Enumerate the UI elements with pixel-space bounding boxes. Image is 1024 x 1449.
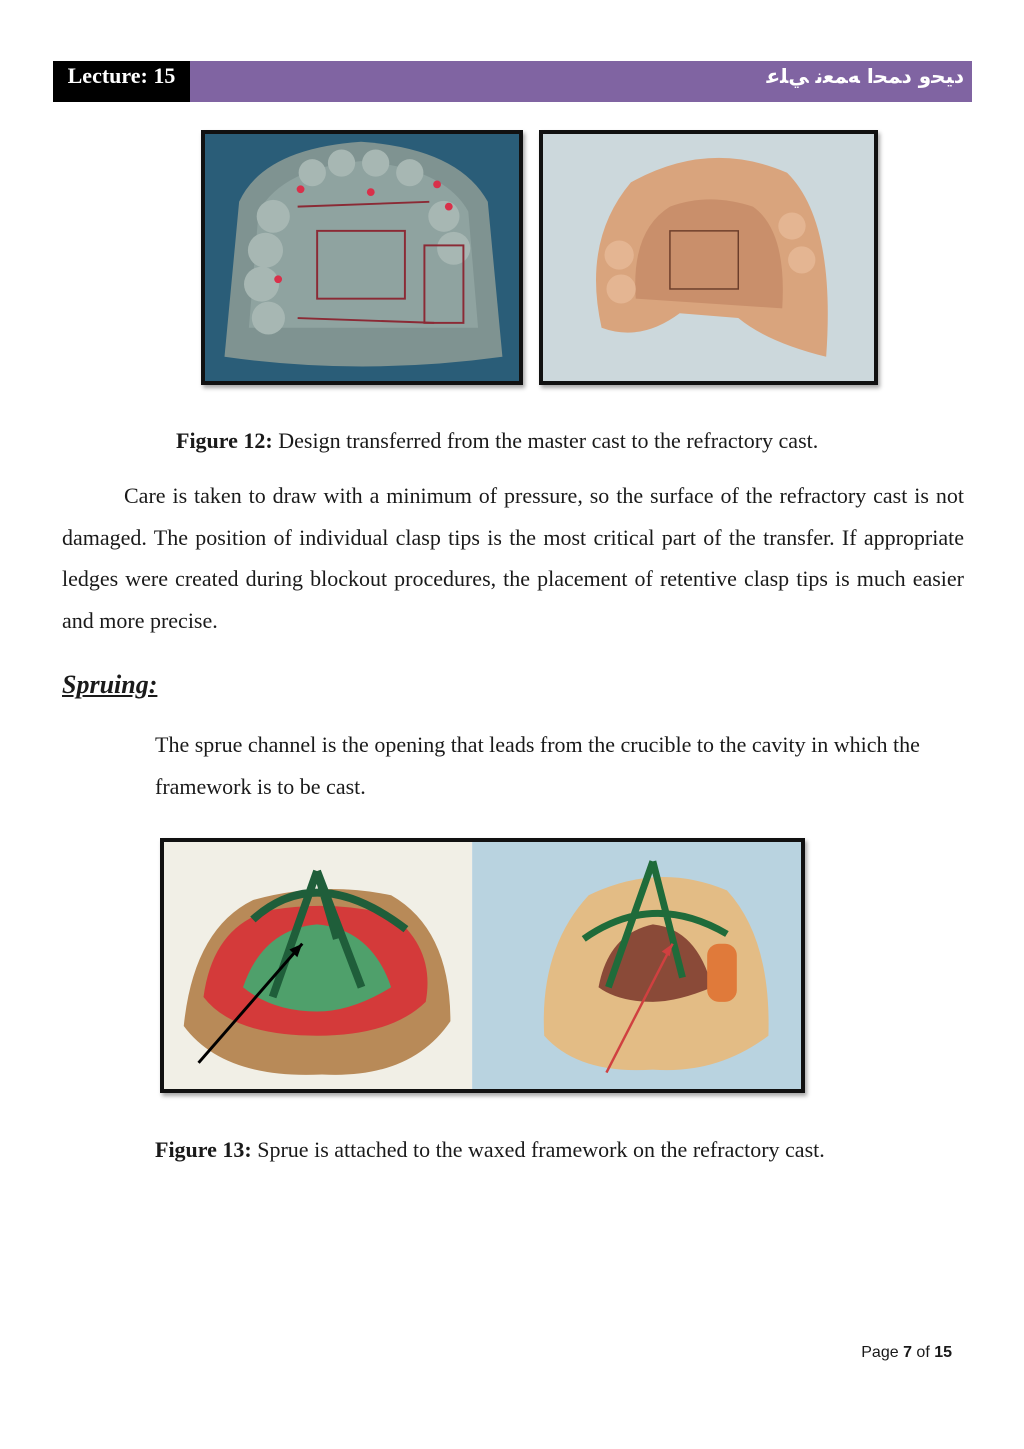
body-paragraph: Care is taken to draw with a minimum of pressure, so the surface of the refractory cast is not damaged. The position of individual clasp tips is the most critical part of the transfer. If appropriate ledges were created during blockout procedures, the placement of retentive clasp tips is much easier and more precise.	[62, 483, 964, 633]
author-name: دﻴﺤﻭ دﻤﺤﺍ ﻪﻤﻌﻧ ﻲﻠﻋ	[766, 64, 964, 88]
figure-13-caption	[155, 1137, 825, 1163]
figure-12-label: Figure 12:	[176, 428, 273, 453]
body-paragraph-sprue: The sprue channel is the opening that leads from the crucible to the cavity in which the framework is to be cast.	[155, 732, 920, 799]
figure-13-label: Figure 13:	[155, 1137, 252, 1162]
page-number: 7	[903, 1344, 912, 1361]
page-total: 15	[934, 1344, 952, 1361]
page-footer	[861, 1344, 952, 1362]
page-word: Page	[861, 1344, 904, 1361]
master-cast-photo	[201, 130, 523, 385]
of-word: of	[911, 1344, 935, 1361]
figure-12-text: Design transferred from the master cast to the refractory cast.	[272, 428, 819, 453]
sprue-photo	[160, 838, 805, 1093]
figure-13-text: Sprue is attached to the waxed framework on the refractory cast.	[251, 1137, 825, 1162]
section-heading: Spruing:	[62, 670, 158, 699]
lecture-label: Lecture: 15	[53, 61, 190, 102]
figure-12-caption	[176, 428, 818, 454]
refractory-cast-photo	[539, 130, 878, 385]
